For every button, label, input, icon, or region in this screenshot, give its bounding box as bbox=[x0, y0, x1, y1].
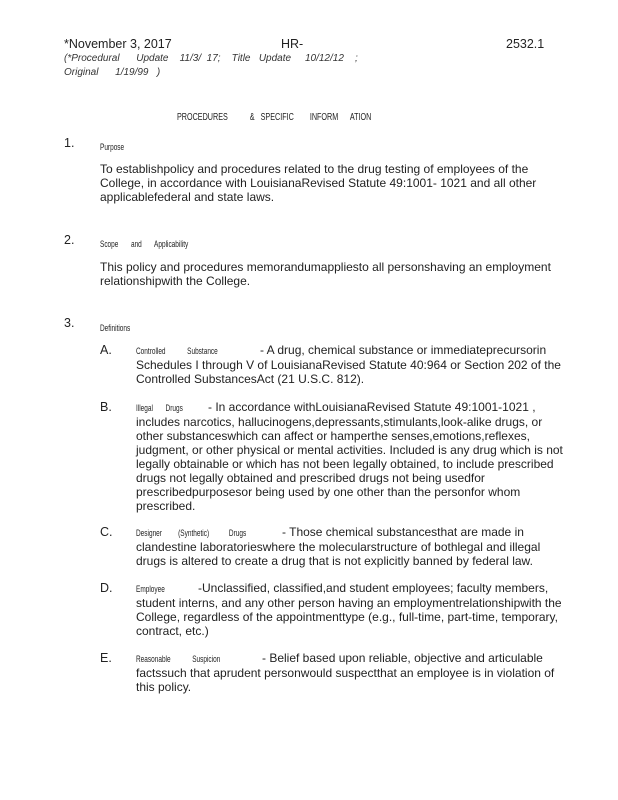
section-1-body: To establishpolicy and procedures related to the drug testing of employees of the College, in accordance with LouisianaRevised Statute 49:1001- 1021 and all other applicablefederal and state laws. bbox=[100, 162, 537, 204]
definition-b-text: - In accordance withLouisianaRevised Statute 49:1001-1021 , includes narcotics, hallucinogens,depressants,stimulants,look-alike drugs, or other substanceswhich can affect or hamperthe senses,emotions,reflexes, judgment, or other physical or mental activities. Included is any drug which is not legally obtainable or which has not been legally obtained, to include prescribed drugs not legally obtained and prescribed drugs not being usedfor prescribedpurposesor being used by one other than the personfor whom prescribed. bbox=[136, 400, 563, 513]
header-doc-prefix: HR- bbox=[281, 37, 304, 51]
section-2-body: This policy and procedures memorandumappliesto all personshaving an employment relationshipwith the College. bbox=[100, 260, 551, 288]
definition-e-letter: E. bbox=[100, 651, 112, 665]
definition-b bbox=[136, 400, 566, 513]
definition-d-text: -Unclassified, classified,and student employees; faculty members, student interns, and any other person having an employmentrelationshipwith the College, regardless of the appointmenttype (e.g., full-time, part-time, temporary, contract, etc.) bbox=[136, 581, 562, 638]
definition-d-letter: D. bbox=[100, 581, 113, 595]
section-3-heading-text: Definitions bbox=[100, 323, 131, 333]
section-1-heading bbox=[100, 137, 134, 155]
definition-a-text: - A drug, chemical substance or immediateprecursorin Schedules I through V of LouisianaRevised Statute 40:964 or Section 202 of the Controlled SubstancesAct (21 U.S.C. 812). bbox=[136, 343, 561, 386]
document-title-text: PROCEDURES & SPECIFIC INFORM ATION bbox=[177, 112, 372, 123]
definition-b-letter: B. bbox=[100, 400, 112, 414]
definition-e bbox=[136, 651, 566, 694]
header-revision-line1: (*Procedural Update 11/3/ 17; Title Update 10/12/12 ; bbox=[64, 53, 358, 64]
section-1-number: 1. bbox=[64, 136, 75, 150]
header-date: *November 3, 2017 bbox=[64, 37, 172, 51]
definition-a bbox=[136, 343, 566, 386]
header-revision-line2: Original 1/19/99 ) bbox=[64, 67, 161, 78]
section-2-heading-text: Scope and Applicability bbox=[100, 239, 189, 249]
section-2-heading bbox=[100, 234, 223, 252]
definition-c-text: - Those chemical substancesthat are made in clandestine laboratorieswhere the molecularstructure of bothlegal and illegal drugs is altered to create a drug that is not explicitly banned by federal law. bbox=[136, 525, 541, 568]
header-doc-number: 2532.1 bbox=[506, 37, 545, 51]
definition-c-term: Designer (Synthetic) Drugs bbox=[136, 528, 247, 538]
definition-a-term: Controlled Substance bbox=[136, 346, 218, 356]
definition-b-term: Illegal Drugs bbox=[136, 403, 183, 413]
definition-c bbox=[136, 525, 566, 568]
definition-d-term: Employee bbox=[136, 584, 165, 594]
definition-e-text: - Belief based upon reliable, objective and articulable factssuch that aprudent personwould suspectthat an employee is in violation of this policy. bbox=[136, 651, 555, 694]
definition-a-letter: A. bbox=[100, 343, 112, 357]
section-1-heading-text: Purpose bbox=[100, 142, 125, 152]
section-3-number: 3. bbox=[64, 316, 75, 330]
section-2-number: 2. bbox=[64, 233, 75, 247]
definition-c-letter: C. bbox=[100, 525, 113, 539]
document-title bbox=[177, 107, 447, 125]
definition-e-term: Reasonable Suspicion bbox=[136, 654, 221, 664]
definition-d bbox=[136, 581, 566, 638]
section-3-heading bbox=[100, 318, 142, 336]
